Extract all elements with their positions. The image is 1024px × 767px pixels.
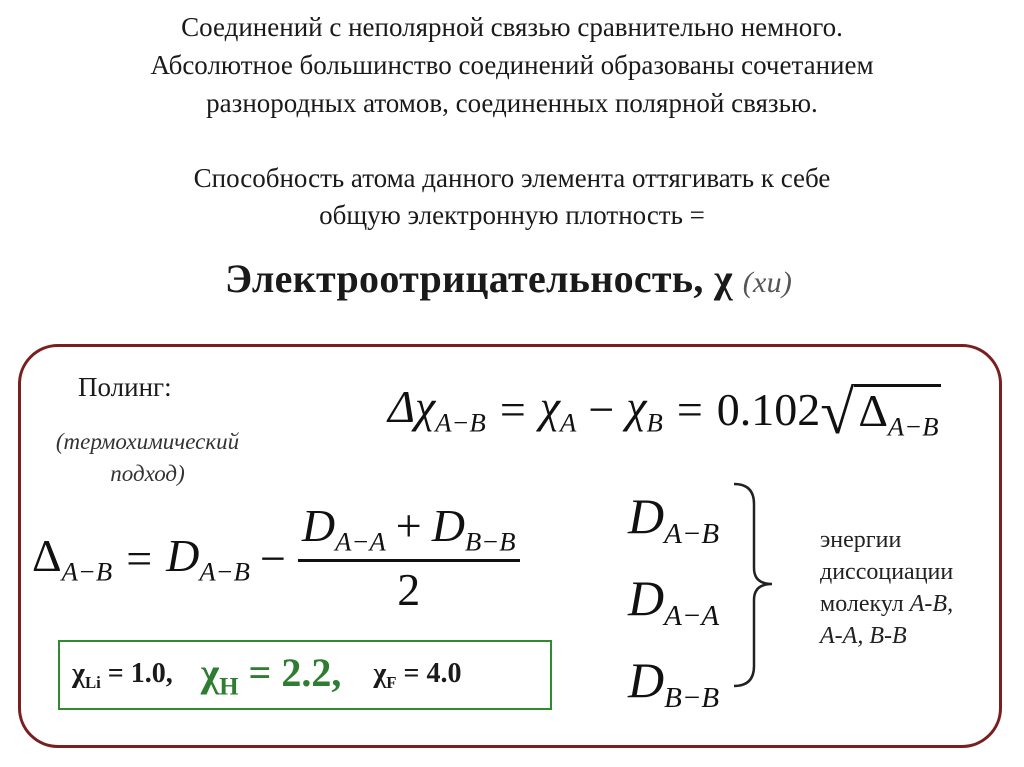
value-h: $\chi_H = 2.2$, [200, 649, 342, 701]
approach-line-1: (термохимический [55, 429, 240, 454]
f2-eq: = [126, 533, 153, 585]
delta-formula [32, 500, 520, 617]
value-f: $\chi_F = 4.0$ [373, 657, 462, 692]
sqrt-expression [820, 378, 940, 448]
term-note: (хи) [742, 266, 793, 299]
approach-note [20, 426, 275, 490]
energy-line-3: молекул A-B, [820, 591, 954, 617]
definition-line-2: общую электронную плотность = [319, 200, 705, 230]
f2-denominator: 2 [397, 564, 421, 616]
electronegativity-values [58, 640, 552, 710]
f1-minus: − [588, 383, 615, 435]
f1-eq-2: = [676, 383, 703, 435]
d-term-ab: $D_{A-B}$ [628, 488, 720, 551]
intro-line-3: разнородных атомов, соединенных полярной связью. [206, 88, 818, 118]
definition-line-1: Способность атома данного элемента оттягивать к себе [193, 163, 831, 193]
energy-line-4: A-A, B-B [820, 623, 907, 649]
d-term-aa: $D_{A-A}$ [628, 570, 720, 633]
term-heading [225, 255, 792, 302]
curly-brace-icon [728, 480, 778, 690]
pauling-formula [388, 378, 941, 448]
d-term-bb: $D_{B-B}$ [628, 652, 720, 715]
f1-lhs: $\Delta\chi_{A-B}$ [388, 381, 486, 438]
pauling-label: Полинг: [78, 372, 172, 402]
f2-lhs: $\Delta_{A-B}$ [32, 530, 113, 587]
intro-line-2: Абсолютное большинство соединений образованы сочетанием [150, 50, 874, 80]
energy-line-1: энергии [820, 527, 902, 553]
term-title: Электроотрицательность, χ [225, 256, 733, 301]
definition-text [0, 160, 1024, 234]
f1-chi-b: $\chi_B$ [626, 381, 663, 438]
energy-note [820, 524, 953, 652]
f2-numerator: $D_{A-A} + D_{B-B}$ [298, 500, 520, 562]
f1-chi-a: $\chi_A$ [539, 381, 577, 438]
f2-d-ab: $D_{A-B}$ [166, 530, 250, 587]
f1-eq-1: = [499, 383, 526, 435]
f2-fraction [298, 500, 520, 617]
f1-coef: 0.102 [716, 383, 821, 435]
intro-text [0, 8, 1024, 122]
intro-line-1: Соединений с неполярной связью сравнительно немного. [181, 12, 843, 42]
radicand: $\Delta_{A-B}$ [854, 384, 940, 440]
f2-minus: − [259, 533, 286, 585]
dissociation-list [628, 484, 719, 730]
value-li: $\chi_{Li} = 1.0$, [72, 657, 173, 692]
approach-line-2: подход) [110, 461, 185, 486]
radical-sign: √ [820, 379, 855, 448]
energy-line-2: диссоциации [820, 559, 954, 585]
